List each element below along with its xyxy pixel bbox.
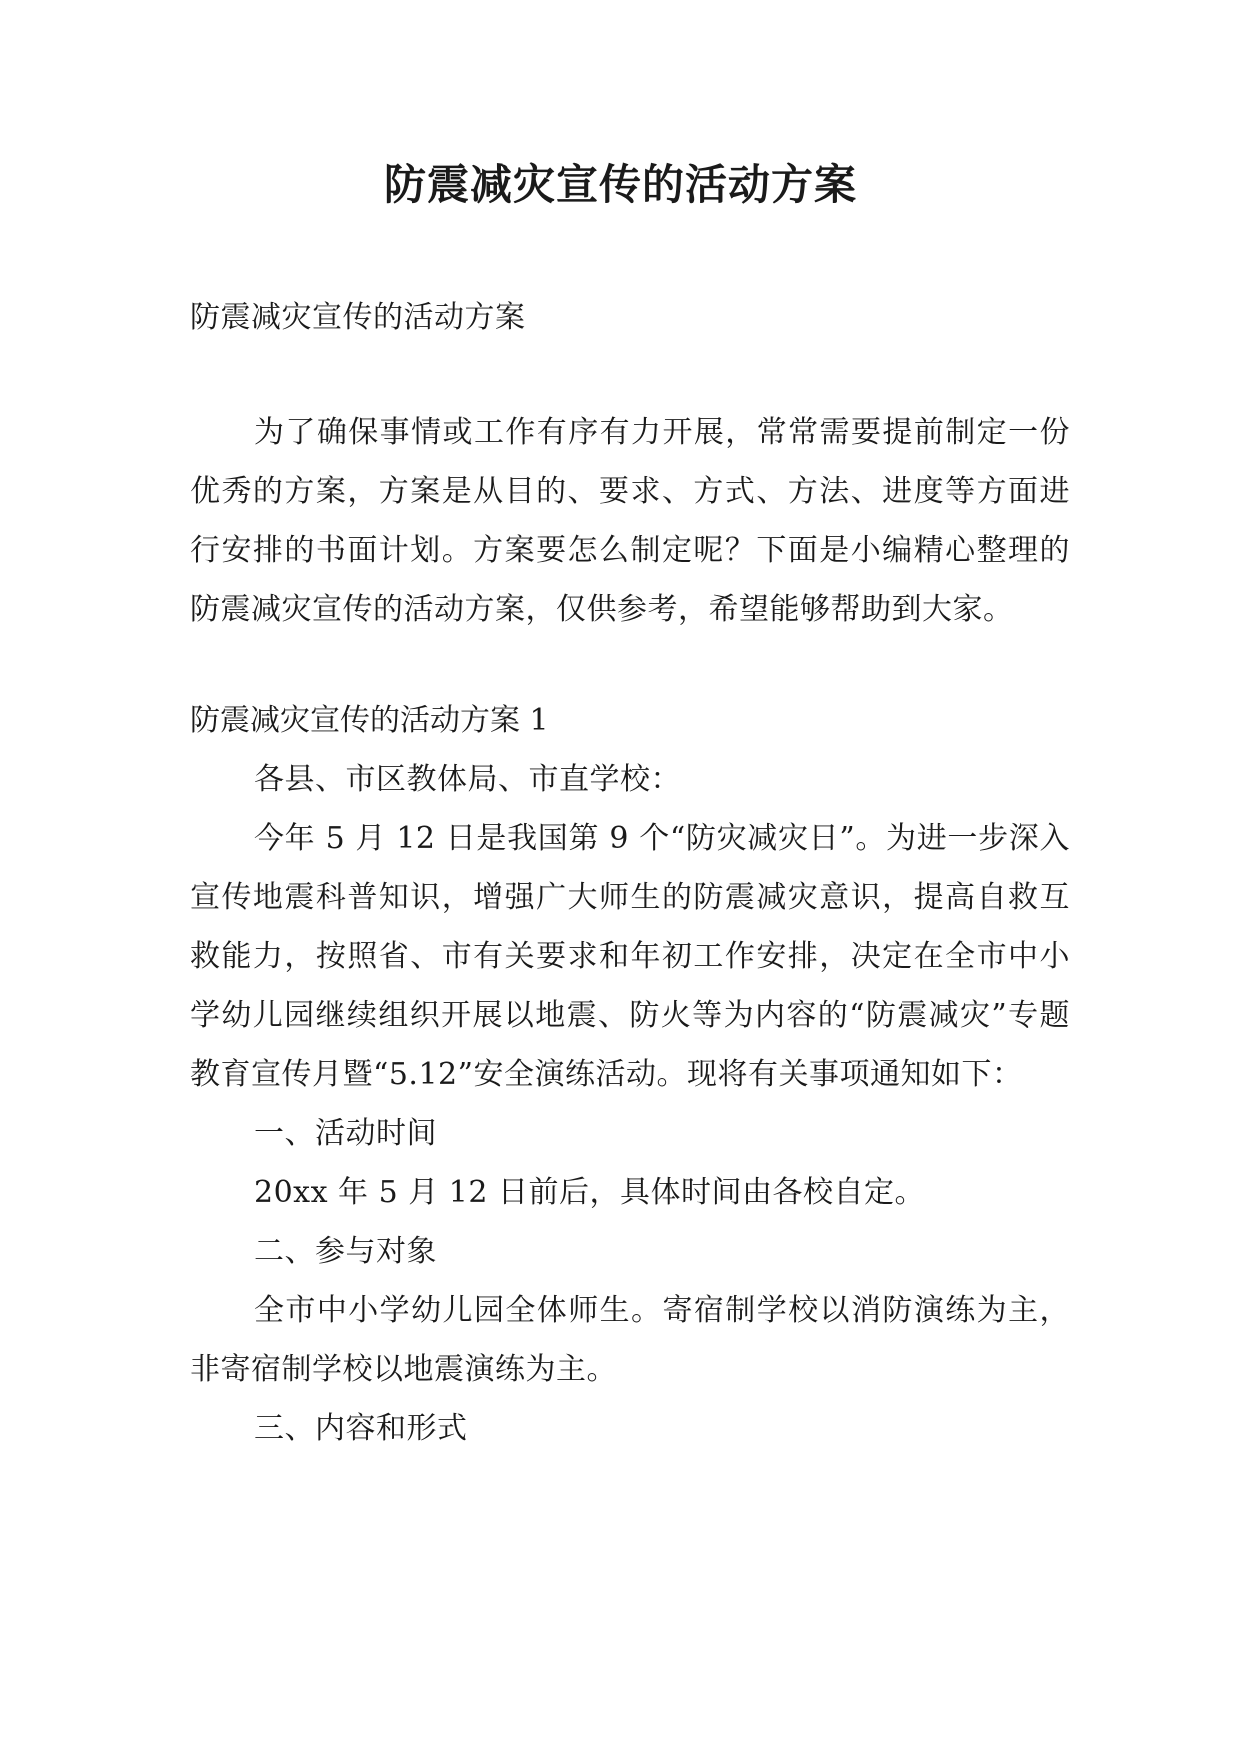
document-subtitle: 防震减灾宣传的活动方案 xyxy=(190,300,526,335)
document-body xyxy=(190,288,1070,1458)
notice-paragraph: 今年 5 月 12 日是我国第 9 个“防灾减灾日”。为进一步深入宣传地震科普知识，增强广大师生的防震减灾意识，提高自救互救能力，按照省、市有关要求和年初工作安排，决定在全市中小学幼儿园继续组织开展以地震、防火等为内容的“防震减灾”专题教育宣传月暨“5.12”安全演练活动。现将有关事项通知如下： xyxy=(190,821,1070,1092)
paragraph-participants: 全市中小学幼儿园全体师生。寄宿制学校以消防演练为主，非寄宿制学校以地震演练为主。 xyxy=(190,1293,1070,1387)
paragraph-activity-time: 20xx 年 5 月 12 日前后，具体时间由各校自定。 xyxy=(254,1175,925,1210)
heading-activity-time: 一、活动时间 xyxy=(254,1116,437,1151)
heading-content-form: 三、内容和形式 xyxy=(254,1411,468,1446)
salutation: 各县、市区教体局、市直学校： xyxy=(254,762,681,797)
intro-paragraph: 为了确保事情或工作有序有力开展，常常需要提前制定一份优秀的方案，方案是从目的、要求、方式、方法、进度等方面进行安排的书面计划。方案要怎么制定呢？下面是小编精心整理的防震减灾宣传的活动方案，仅供参考，希望能够帮助到大家。 xyxy=(190,415,1070,627)
section-title: 防震减灾宣传的活动方案 1 xyxy=(190,703,549,738)
heading-participants: 二、参与对象 xyxy=(254,1234,437,1269)
document-title: 防震减灾宣传的活动方案 xyxy=(383,160,857,209)
